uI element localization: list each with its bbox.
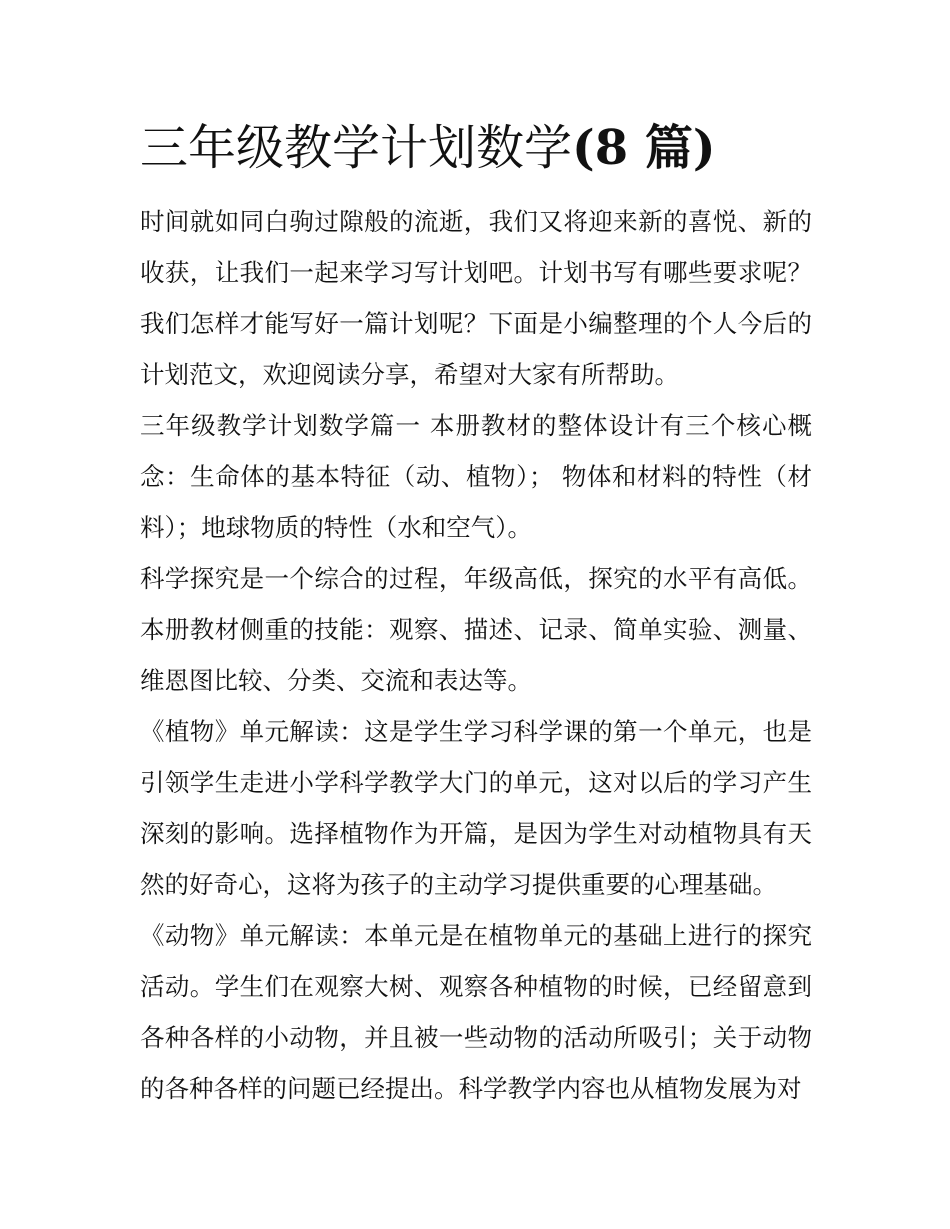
plants-unit-paragraph: 《植物》单元解读：这是学生学习科学课的第一个单元，也是引领学生走进小学科学教学大门的单元，这对以后的学习产生深刻的影响。选择植物作为开篇，是因为学生对动植物具有天然的好奇心，这将为孩子的主动学习提供重要的心理基础。 xyxy=(140,717,812,899)
document-title-suffix: (8 篇) xyxy=(572,120,716,176)
inquiry-skills-paragraph: 科学探究是一个综合的过程，年级高低，探究的水平有高低。本册教材侧重的技能：观察、描述、记录、简单实验、测量、维恩图比较、分类、交流和表达等。 xyxy=(140,564,812,695)
animals-unit-paragraph: 《动物》单元解读：本单元是在植物单元的基础上进行的探究活动。学生们在观察大树、观察各种植物的时候，已经留意到各种各样的小动物，并且被一些动物的活动所吸引；关于动物的各种各样的问题已经提出。科学教学内容也从植物发展为对 xyxy=(140,921,812,1103)
document-title-main: 三年级教学计划数学 xyxy=(140,120,573,176)
document-body xyxy=(140,196,812,1114)
document-title xyxy=(140,110,716,186)
section-one-paragraph: 三年级教学计划数学篇一 本册教材的整体设计有三个核心概念：生命体的基本特征（动、植物）； 物体和材料的特性（材料）；地球物质的特性（水和空气）。 xyxy=(140,411,812,542)
intro-paragraph: 时间就如同白驹过隙般的流逝，我们又将迎来新的喜悦、新的收获，让我们一起来学习写计划吧。计划书写有哪些要求呢？我们怎样才能写好一篇计划呢？下面是小编整理的个人今后的计划范文，欢迎阅读分享，希望对大家有所帮助。 xyxy=(140,207,812,389)
